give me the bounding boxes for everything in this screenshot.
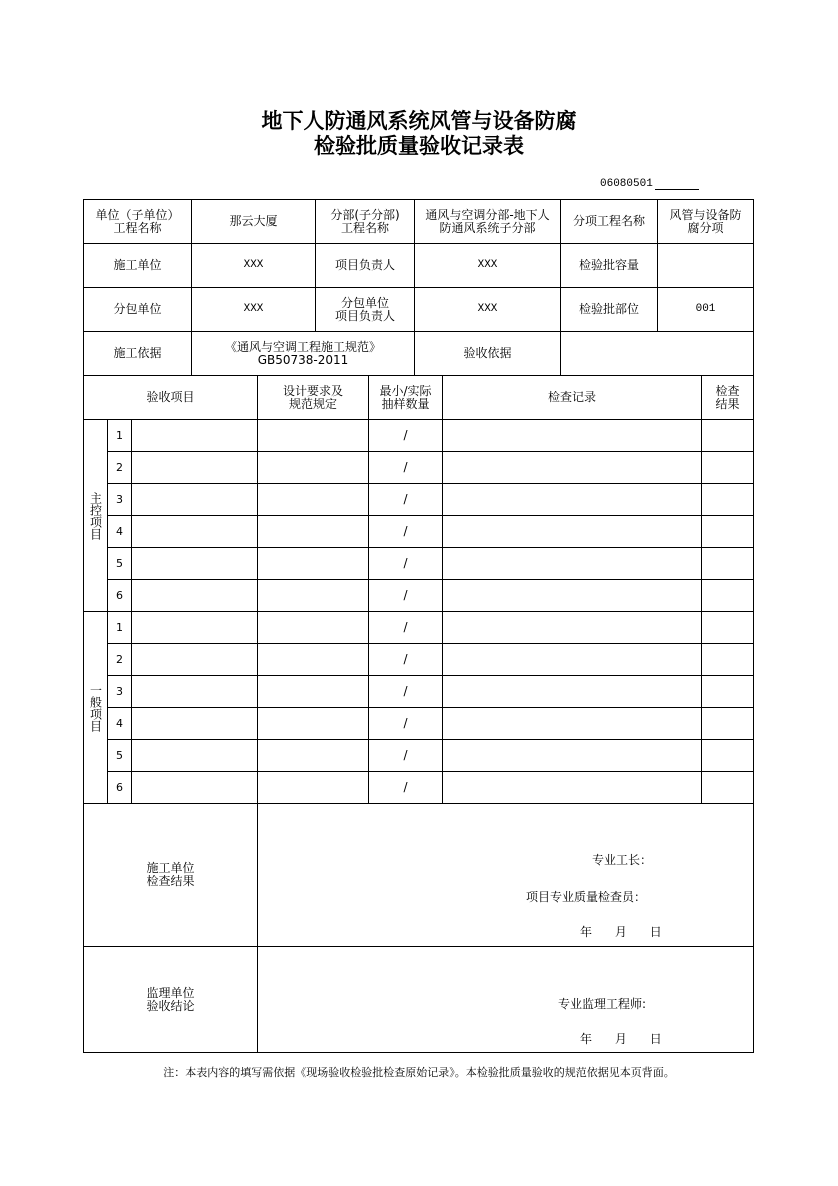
inspection-record-cell[interactable] [442, 515, 702, 548]
design-requirement-cell[interactable] [257, 707, 369, 740]
sample-quantity-cell[interactable]: / [368, 771, 443, 804]
acceptance-basis-value[interactable] [560, 331, 754, 376]
inspection-result-cell[interactable] [701, 739, 754, 772]
subcontractor-value[interactable]: XXX [191, 287, 316, 332]
contractor-date: 年 月 日 [580, 925, 662, 939]
form-code-value: 06080501 [600, 178, 653, 190]
item-description-cell[interactable] [131, 675, 258, 708]
construction-basis-label: 施工依据 [83, 331, 192, 376]
design-requirement-cell[interactable] [257, 515, 369, 548]
design-requirement-cell[interactable] [257, 483, 369, 516]
row-number: 1 [107, 419, 132, 452]
sample-quantity-cell[interactable]: / [368, 451, 443, 484]
form-code [600, 178, 699, 190]
item-description-cell[interactable] [131, 707, 258, 740]
row-number: 1 [107, 611, 132, 644]
contractor-label: 施工单位 [83, 243, 192, 288]
sample-quantity-cell[interactable]: / [368, 547, 443, 580]
sample-quantity-cell[interactable]: / [368, 707, 443, 740]
sample-quantity-cell[interactable]: / [368, 579, 443, 612]
row-number: 5 [107, 547, 132, 580]
inspection-result-cell[interactable] [701, 579, 754, 612]
construction-basis-value[interactable]: 《通风与空调工程施工规范》 GB50738-2011 [191, 331, 415, 376]
design-requirement-cell[interactable] [257, 451, 369, 484]
row-number: 6 [107, 771, 132, 804]
batch-capacity-value[interactable] [657, 243, 754, 288]
division-name-label: 分部(子分部) 工程名称 [315, 199, 415, 244]
unit-name-value[interactable]: 那云大厦 [191, 199, 316, 244]
inspection-record-cell[interactable] [442, 771, 702, 804]
inspection-result-cell[interactable] [701, 675, 754, 708]
unit-name-label: 单位（子单位） 工程名称 [83, 199, 192, 244]
inspection-record-cell[interactable] [442, 739, 702, 772]
subcontractor-pm-label: 分包单位 项目负责人 [315, 287, 415, 332]
contractor-check-label: 施工单位 检查结果 [83, 803, 258, 947]
inspection-record-cell[interactable] [442, 579, 702, 612]
subcontractor-label: 分包单位 [83, 287, 192, 332]
sample-quantity-cell[interactable]: / [368, 739, 443, 772]
inspection-record-cell[interactable] [442, 611, 702, 644]
inspection-result-cell[interactable] [701, 707, 754, 740]
row-number: 3 [107, 675, 132, 708]
row-number: 4 [107, 515, 132, 548]
quality-inspector-label: 项目专业质量检查员： [526, 890, 647, 904]
inspection-record-cell[interactable] [442, 547, 702, 580]
foreman-label: 专业工长： [592, 853, 653, 867]
sample-quantity-cell[interactable]: / [368, 643, 443, 676]
item-description-cell[interactable] [131, 451, 258, 484]
sample-quantity-cell[interactable]: / [368, 611, 443, 644]
inspection-result-cell[interactable] [701, 419, 754, 452]
footnote: 注：本表内容的填写需依据《现场验收检验批检查原始记录》。本检验批质量验收的规范依据见本页背面。 [163, 1066, 675, 1079]
contractor-check-area[interactable] [257, 803, 754, 947]
contractor-value[interactable]: XXX [191, 243, 316, 288]
design-requirement-cell[interactable] [257, 611, 369, 644]
inspection-record-cell[interactable] [442, 643, 702, 676]
subcontractor-pm-value[interactable]: XXX [414, 287, 561, 332]
inspection-result-cell[interactable] [701, 611, 754, 644]
row-number: 2 [107, 643, 132, 676]
item-description-cell[interactable] [131, 419, 258, 452]
design-requirement-cell[interactable] [257, 643, 369, 676]
sample-quantity-cell[interactable]: / [368, 419, 443, 452]
item-description-cell[interactable] [131, 771, 258, 804]
item-description-cell[interactable] [131, 515, 258, 548]
item-description-cell[interactable] [131, 579, 258, 612]
batch-location-label: 检验批部位 [560, 287, 658, 332]
title-line-2: 检验批质量验收记录表 [314, 133, 524, 158]
project-manager-label: 项目负责人 [315, 243, 415, 288]
item-description-cell[interactable] [131, 739, 258, 772]
sample-quantity-cell[interactable]: / [368, 483, 443, 516]
title-line-1: 地下人防通风系统风管与设备防腐 [261, 108, 577, 133]
sample-quantity-cell[interactable]: / [368, 515, 443, 548]
division-name-value[interactable]: 通风与空调分部-地下人 防通风系统子分部 [414, 199, 561, 244]
inspection-result-cell[interactable] [701, 483, 754, 516]
acceptance-basis-label: 验收依据 [414, 331, 561, 376]
col-sample-quantity: 最小/实际 抽样数量 [368, 375, 443, 420]
design-requirement-cell[interactable] [257, 419, 369, 452]
main-control-items-label: 主控项目 [83, 419, 108, 612]
item-description-cell[interactable] [131, 611, 258, 644]
row-number: 5 [107, 739, 132, 772]
inspection-result-cell[interactable] [701, 451, 754, 484]
sample-quantity-cell[interactable]: / [368, 675, 443, 708]
inspection-record-cell[interactable] [442, 419, 702, 452]
inspection-result-cell[interactable] [701, 547, 754, 580]
subitem-name-value[interactable]: 风管与设备防 腐分项 [657, 199, 754, 244]
inspection-record-cell[interactable] [442, 451, 702, 484]
col-inspection-result: 检查 结果 [701, 375, 754, 420]
supervisor-check-label: 监理单位 验收结论 [83, 946, 258, 1053]
item-description-cell[interactable] [131, 483, 258, 516]
design-requirement-cell[interactable] [257, 739, 369, 772]
form-code-blank[interactable] [655, 178, 699, 190]
col-acceptance-item: 验收项目 [83, 375, 258, 420]
item-description-cell[interactable] [131, 643, 258, 676]
subitem-name-label: 分项工程名称 [560, 199, 658, 244]
inspection-result-cell[interactable] [701, 515, 754, 548]
inspection-record-cell[interactable] [442, 675, 702, 708]
row-number: 6 [107, 579, 132, 612]
design-requirement-cell[interactable] [257, 579, 369, 612]
inspection-result-cell[interactable] [701, 771, 754, 804]
inspection-record-cell[interactable] [442, 483, 702, 516]
row-number: 4 [107, 707, 132, 740]
design-requirement-cell[interactable] [257, 675, 369, 708]
inspection-result-cell[interactable] [701, 643, 754, 676]
col-inspection-record: 检查记录 [442, 375, 702, 420]
col-design-requirement: 设计要求及 规范规定 [257, 375, 369, 420]
item-description-cell[interactable] [131, 547, 258, 580]
supervisor-date: 年 月 日 [580, 1032, 662, 1046]
row-number: 2 [107, 451, 132, 484]
inspection-record-cell[interactable] [442, 707, 702, 740]
project-manager-value[interactable]: XXX [414, 243, 561, 288]
supervising-engineer-label: 专业监理工程师: [558, 997, 647, 1011]
batch-capacity-label: 检验批容量 [560, 243, 658, 288]
design-requirement-cell[interactable] [257, 771, 369, 804]
supervisor-check-area[interactable] [257, 946, 754, 1053]
row-number: 3 [107, 483, 132, 516]
design-requirement-cell[interactable] [257, 547, 369, 580]
general-items-label: 一般项目 [83, 611, 108, 804]
batch-location-value[interactable]: 001 [657, 287, 754, 332]
